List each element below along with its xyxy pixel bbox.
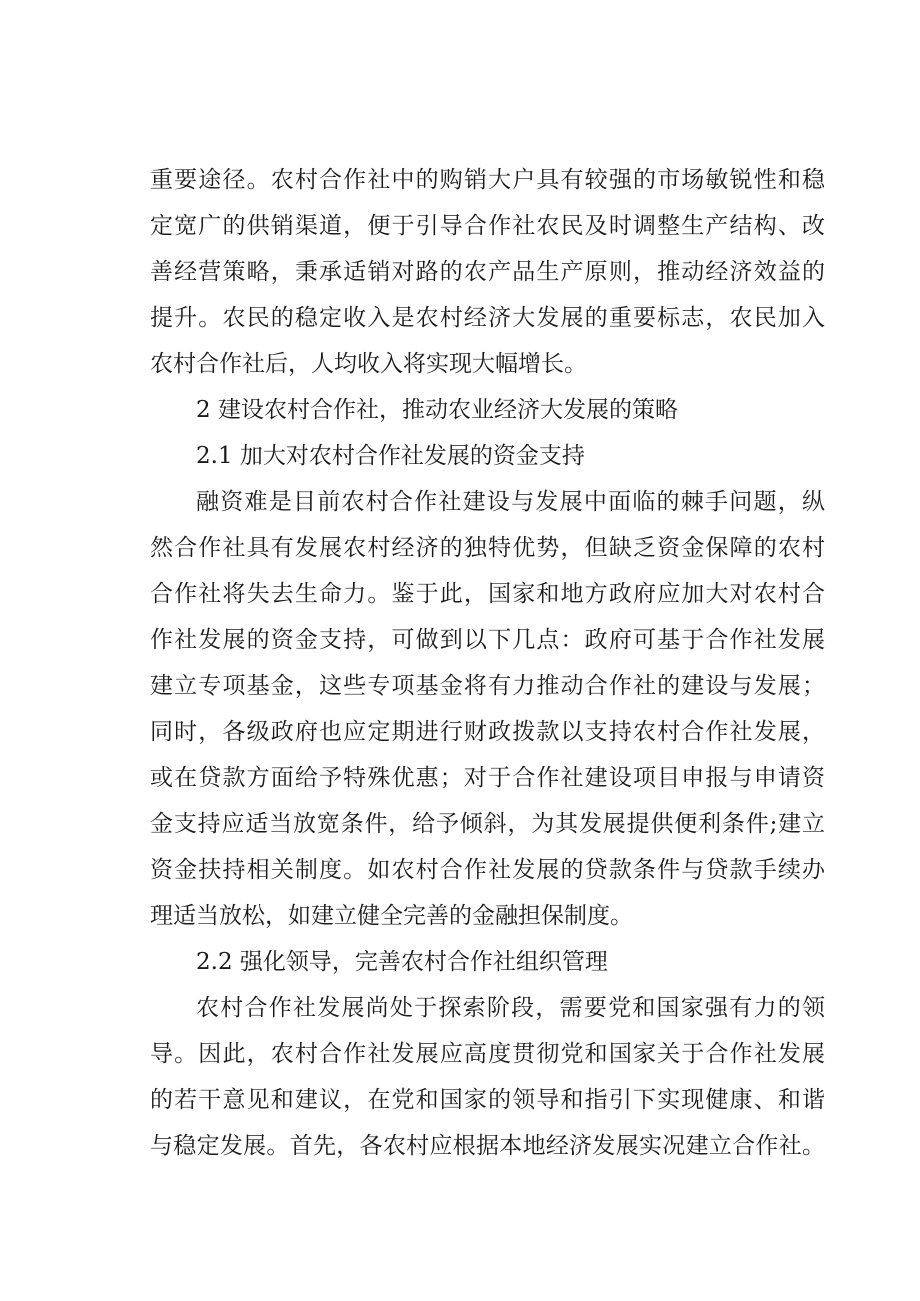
heading-text: 2.2 强化领导，完善农村合作社组织管理 [196,949,608,975]
text-line: 然合作社具有发展农村经济的独特优势，但缺乏资金保障的农村 [150,535,825,561]
text-line: 农村合作社后，人均收入将实现大幅增长。 [150,351,587,377]
paragraph-funding-support [150,479,825,939]
paragraph-continuation [150,157,825,387]
text-line: 金支持应适当放宽条件，给予倾斜，为其发展提供便利条件;建立 [150,811,825,837]
text-line: 的若干意见和建议，在党和国家的领导和指引下实现健康、和谐 [150,1087,825,1113]
text-line: 与稳定发展。首先，各农村应根据本地经济发展实况建立合作社。 [150,1133,825,1159]
document-body [150,157,825,1169]
text-line: 同时，各级政府也应定期进行财政拨款以支持农村合作社发展， [150,719,825,745]
text-line: 导。因此，农村合作社发展应高度贯彻党和国家关于合作社发展 [150,1041,825,1067]
text-line: 融资难是目前农村合作社建设与发展中面临的棘手问题，纵 [196,489,825,515]
subsection-heading-2-1 [150,433,825,479]
text-line: 定宽广的供销渠道，便于引导合作社农民及时调整生产结构、改 [150,213,825,239]
heading-text: 2.1 加大对农村合作社发展的资金支持 [196,443,585,469]
text-line: 作社发展的资金支持，可做到以下几点：政府可基于合作社发展 [150,627,825,653]
text-line: 合作社将失去生命力。鉴于此，国家和地方政府应加大对农村合 [150,581,825,607]
text-line: 善经营策略，秉承适销对路的农产品生产原则，推动经济效益的 [150,259,825,285]
text-line: 农村合作社发展尚处于探索阶段，需要党和国家强有力的领 [196,995,825,1021]
text-line: 理适当放松，如建立健全完善的金融担保制度。 [150,903,633,929]
section-heading [150,387,825,433]
text-line: 资金扶持相关制度。如农村合作社发展的贷款条件与贷款手续办 [150,857,825,883]
text-line: 重要途径。农村合作社中的购销大户具有较强的市场敏锐性和稳 [150,167,825,193]
text-line: 提升。农民的稳定收入是农村经济大发展的重要标志，农民加入 [150,305,825,331]
heading-text: 2 建设农村合作社，推动农业经济大发展的策略 [196,397,678,423]
subsection-heading-2-2 [150,939,825,985]
text-line: 建立专项基金，这些专项基金将有力推动合作社的建设与发展； [150,673,825,699]
text-line: 或在贷款方面给予特殊优惠；对于合作社建设项目申报与申请资 [150,765,825,791]
paragraph-leadership [150,985,825,1169]
